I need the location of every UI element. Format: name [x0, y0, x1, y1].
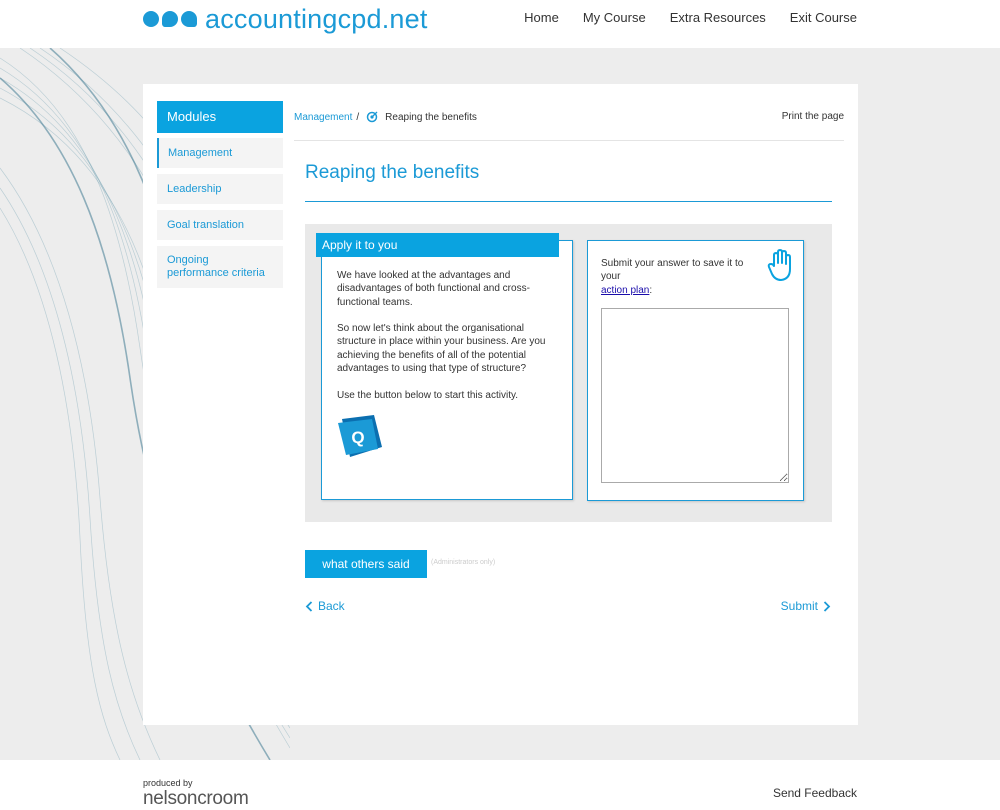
page-title: Reaping the benefits — [305, 162, 480, 183]
prompt-suffix: : — [649, 284, 653, 296]
progress-target-icon — [366, 111, 378, 123]
activity-text — [337, 269, 562, 415]
logo-text: accountingcpd.net — [205, 4, 428, 34]
top-nav — [524, 10, 857, 25]
chevron-right-icon — [823, 601, 831, 612]
sidebar-item-goal-translation[interactable]: Goal translation — [157, 210, 283, 240]
print-page-link[interactable]: Print the page — [781, 111, 844, 122]
divider — [294, 140, 844, 141]
breadcrumb — [294, 111, 477, 123]
what-others-said-button[interactable]: what others said — [305, 550, 427, 578]
activity-paragraph: Use the button below to start this activity. — [337, 389, 519, 401]
sidebar-item-management[interactable]: Management — [157, 138, 283, 168]
sidebar-item-ongoing-performance-criteria[interactable]: Ongoing performance criteria — [157, 246, 283, 288]
admin-only-note: (Administrators only) — [431, 559, 496, 566]
footer — [0, 760, 1000, 810]
question-activity-icon[interactable] — [336, 413, 384, 459]
modules-heading: Modules — [157, 101, 283, 133]
send-feedback-link[interactable]: Send Feedback — [772, 786, 857, 800]
produced-by-label: produced by — [143, 778, 193, 788]
chevron-left-icon — [305, 601, 313, 612]
back-label: Back — [318, 599, 345, 613]
submit-label: Submit — [780, 599, 818, 613]
breadcrumb-separator: / — [356, 111, 360, 123]
logo-mark-icon — [143, 11, 197, 27]
logo[interactable] — [143, 5, 428, 33]
answer-prompt — [601, 257, 761, 297]
nav-exit-course[interactable]: Exit Course — [789, 10, 857, 25]
title-underline — [305, 201, 832, 202]
action-plan-link[interactable]: action plan — [601, 284, 650, 296]
breadcrumb-parent[interactable]: Management — [294, 111, 353, 123]
nav-home[interactable]: Home — [524, 10, 559, 25]
breadcrumb-current: Reaping the benefits — [385, 111, 477, 123]
apply-it-heading: Apply it to you — [316, 233, 559, 257]
nelsoncroom-logo[interactable]: nelsoncroom — [143, 788, 249, 809]
header — [0, 0, 1000, 48]
activity-paragraph: We have looked at the advantages and disadvantages of both functional and cross-functional teams. — [337, 270, 530, 308]
sidebar-item-leadership[interactable]: Leadership — [157, 174, 283, 204]
content-card — [143, 84, 858, 725]
activity-panel — [305, 224, 832, 522]
apply-it-box — [321, 240, 573, 500]
nav-my-course[interactable]: My Course — [582, 10, 646, 25]
submit-button[interactable] — [781, 599, 831, 613]
q-label: Q — [351, 428, 365, 447]
answer-box — [587, 240, 804, 501]
activity-paragraph: So now let's think about the organisational structure in place within your business. Are you achieving the benefits of all of the potential advantages to using that type of structure? — [337, 323, 546, 375]
nav-extra-resources[interactable]: Extra Resources — [669, 10, 766, 25]
back-button[interactable] — [305, 599, 345, 613]
prompt-text: Submit your answer to save it to your — [601, 258, 744, 283]
raised-hand-icon — [766, 248, 796, 282]
answer-textarea[interactable] — [601, 308, 789, 483]
